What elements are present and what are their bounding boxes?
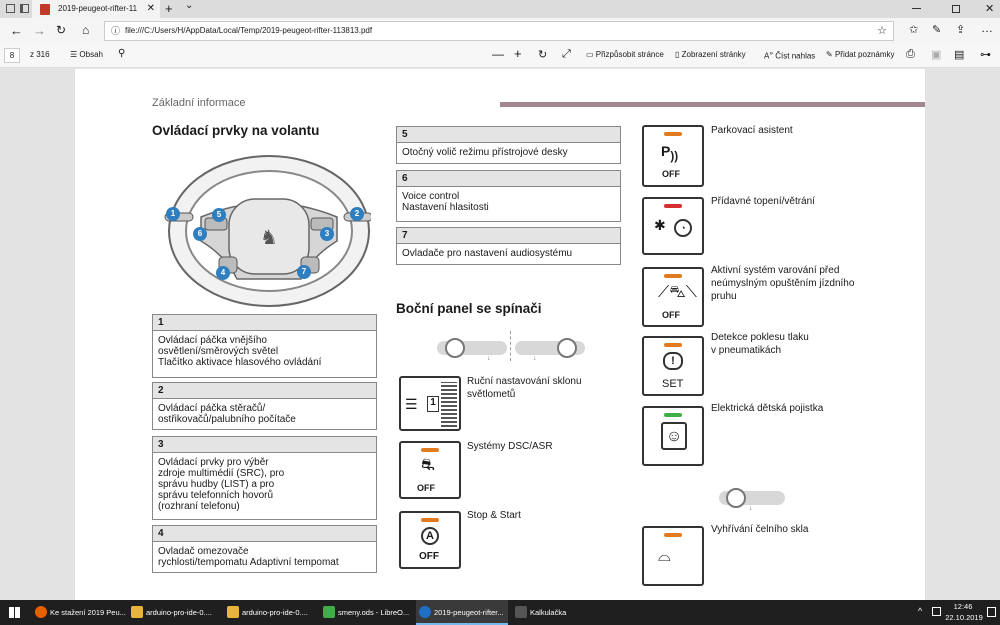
close-window-icon[interactable]: ✕ [985,3,995,15]
taskbar-item-firefox[interactable] [32,600,124,625]
svg-text:♞: ♞ [260,225,278,249]
taskbar-item-folder-1[interactable] [128,600,220,625]
legend-number: 5 [397,127,620,143]
folder-icon [131,606,143,618]
callout-badge-1: 1 [166,207,180,221]
dsc-asr-switch[interactable] [399,441,461,499]
taskbar-item-label: 2019-peugeot-rifter... [434,608,504,617]
legend-number: 3 [153,437,376,453]
pdf-toolbar [0,44,1000,68]
tyre-pressure-label: Detekce poklesu tlaku v pneumatikách [711,332,809,356]
legend-number: 2 [153,383,376,399]
legend-line: Ovládací prvky pro výběr [158,457,269,468]
park-assist-switch[interactable] [642,125,704,187]
dsc-off-text: OFF [417,483,435,493]
favorite-star-icon[interactable]: ☆ [877,25,887,37]
page-view-button[interactable]: ▯ Zobrazení stránky [675,50,746,59]
info-icon: ⓘ [111,26,121,36]
read-aloud-label: Číst nahlas [775,51,816,61]
clock-icon: ◔ [674,219,692,237]
pin-icon[interactable]: ⊶ [980,49,991,61]
lane-departure-switch[interactable] [642,267,704,327]
headlamp-icon: ☰ [405,396,418,412]
status-led [664,274,682,278]
legend-line: Ovladače pro nastavení audiosystému [402,248,573,259]
tyre-pressure-switch[interactable] [642,336,704,396]
taskbar-item-label: smeny.ods - LibreO... [338,608,410,617]
park-assist-off-text: OFF [662,169,680,179]
legend-line: Ovladač omezovače [158,546,249,557]
callout-badge-5: 5 [212,208,226,222]
legend-line: osvětlení/směrových světel [158,346,279,357]
rotate-icon[interactable]: ↻ [538,49,548,61]
window-titlebar [0,0,1000,18]
taskbar-item-edge[interactable] [416,600,508,625]
legend-line: Ovládací páčka stěračů/ [158,403,266,414]
legend-line: Nastavení hlasitosti [402,202,489,213]
stop-start-label: Stop & Start [467,510,521,521]
knurled-wheel [441,382,457,427]
dashboard-position-left-icon [437,337,507,361]
legend-line: správu telefonních hovorů [158,490,274,501]
legend-box-1 [152,314,377,378]
folder-icon [227,606,239,618]
legend-line: zdroje multimédií (SRC), pro [158,468,285,479]
steering-heading: Ovládací prvky na volantu [152,123,320,138]
headlamp-leveling-label: Ruční nastavování sklonu světlometů [467,376,582,400]
status-led [664,132,682,136]
spreadsheet-icon [323,606,335,618]
svg-text:↓: ↓ [749,505,753,511]
firefox-icon [35,606,47,618]
child-lock-icon: ☺ [661,422,687,450]
fit-page-label: Přizpůsobit stránce [595,50,664,59]
pen-icon[interactable]: ✎ [932,24,942,36]
pdf-page [75,69,925,600]
section-title: Základní informace [152,97,246,109]
tray-chevron-icon[interactable]: ^ [918,606,923,616]
legend-line: správu hudby (LIST) a pro [158,479,275,490]
lane-off-text: OFF [662,310,680,320]
legend-line: Voice control [402,191,460,202]
taskbar [0,600,1000,625]
maximize-icon[interactable] [952,5,960,13]
clock-date[interactable]: 22.10.2019 [945,613,983,622]
print-icon[interactable]: ⎙ [906,48,915,60]
fit-page-button[interactable]: ▭ Přizpůsobit stránce [586,50,664,59]
tab-title: 2019-peugeot-rifter-11 [58,4,138,13]
windscreen-heat-icon: ⌓ [658,548,671,565]
add-notes-label: Přidat poznámky [834,50,895,59]
tyre-warning-icon: ! [663,352,683,370]
page-count: z 316 [30,50,50,59]
tab-back-icon[interactable] [20,4,29,13]
windscreen-heating-switch[interactable] [642,526,704,586]
stop-start-off-text: OFF [419,551,439,562]
stop-start-switch[interactable] [399,511,461,569]
park-assist-icon: $P_{))}$ [661,143,679,163]
auto-a-icon: A [421,527,439,545]
status-led [421,518,439,522]
lane-departure-label: Aktivní systém varování před neúmyslným opuštěním jízdního pruhu [711,265,855,302]
legend-box-6 [396,170,621,222]
legend-box-5 [396,126,621,164]
headlamp-leveling-switch[interactable] [399,376,461,431]
legend-line: rychlosti/tempomatu Adaptivní tempomat [158,557,339,568]
park-assist-label: Parkovací asistent [711,125,793,136]
tab-actions-icon[interactable] [6,4,15,13]
pdf-icon [40,4,50,15]
status-led [421,448,439,452]
contents-button[interactable]: ☰ Obsah [70,50,103,59]
url-input[interactable] [104,21,894,41]
callout-badge-4: 4 [216,266,230,280]
aux-heating-switch[interactable] [642,197,704,255]
legend-number: 4 [153,526,376,542]
taskbar-item-folder-2[interactable] [224,600,316,625]
taskbar-item-calculator[interactable] [512,600,604,625]
calculator-icon [515,606,527,618]
clock-time[interactable]: 12:46 [953,602,973,611]
callout-badge-7: 7 [297,265,311,279]
section-rule [500,102,925,107]
side-panel-heading: Boční panel se spínači [396,301,542,316]
zoom-out-icon[interactable]: — [492,47,504,61]
page-number-input[interactable]: 8 [4,48,20,63]
taskbar-item-label: arduino-pro-ide-0.... [242,608,308,617]
leveling-value: 1 [427,396,439,412]
status-led [664,533,682,537]
legend-number: 6 [397,171,620,187]
dashboard-position-center-icon [719,487,785,511]
legend-line: Tlačítko aktivace hlasového ovládání [158,357,322,368]
page-view-label: Zobrazení stránky [681,50,746,59]
status-led [664,204,682,208]
home-icon[interactable]: ⌂ [82,23,90,37]
callout-badge-2: 2 [350,207,364,221]
svg-text:↓: ↓ [533,355,537,361]
read-aloud-button[interactable]: A» Číst nahlas [764,50,816,61]
refresh-icon[interactable]: ↻ [56,23,67,37]
forward-icon[interactable]: → [33,23,46,38]
start-icon[interactable] [9,607,20,618]
tyre-set-text: SET [662,378,684,390]
taskbar-item-label: arduino-pro-ide-0.... [146,608,212,617]
edge-icon [419,606,431,618]
contents-label: Obsah [79,50,103,59]
tab-pdf[interactable] [32,0,160,18]
legend-box-3 [152,436,377,520]
lane-icon: ⟋⛍⟍ [658,284,697,301]
windscreen-heating-label: Vyhřívání čelního skla [711,524,809,535]
dsc-asr-label: Systémy DSC/ASR [467,441,553,452]
search-icon[interactable]: ⚲ [118,48,126,59]
more-icon[interactable]: … [981,21,993,35]
back-icon[interactable]: ← [10,23,23,38]
legend-box-2 [152,382,377,430]
save-as-icon[interactable]: ▤ [954,49,965,61]
skid-car-icon: ⛐ [421,457,435,474]
network-icon[interactable] [932,607,941,616]
legend-number: 7 [397,228,620,244]
callout-badge-6: 6 [193,227,207,241]
minimize-icon[interactable] [912,8,921,9]
share-icon[interactable]: ⇪ [956,24,966,36]
child-lock-switch[interactable] [642,406,704,466]
new-tab-button[interactable]: + [165,1,173,16]
callout-badge-3: 3 [320,227,334,241]
dashboard-position-right-icon [515,337,585,361]
legend-line: (rozhraní telefonu) [158,501,240,512]
add-notes-button[interactable]: ✎ Přidat poznámky [826,50,895,59]
tab-list-icon[interactable]: ⌄ [185,0,194,11]
fan-icon: ✱ [654,217,666,233]
taskbar-item-libreoffice[interactable] [320,600,412,625]
fullscreen-icon[interactable]: ⤢ [562,48,571,60]
status-led [664,343,682,347]
notification-icon[interactable] [987,607,996,617]
divider [510,331,511,361]
address-bar [0,18,1000,44]
favorites-icon[interactable]: ✩ [909,24,919,36]
status-led [664,413,682,417]
save-icon[interactable]: ▣ [931,49,942,61]
legend-line: Otočný volič režimu přístrojové desky [402,147,568,158]
legend-box-7 [396,227,621,265]
legend-line: ostřikovačů/palubního počítače [158,414,296,425]
taskbar-item-label: Ke stažení 2019 Peu... [50,608,126,617]
steering-wheel-illustration [161,149,371,309]
aux-heating-label: Přídavné topení/větrání [711,196,815,207]
url-text: file:///C:/Users/H/AppData/Local/Temp/2019-peugeot-rifter-113813.pdf [125,26,373,35]
svg-text:↓: ↓ [487,355,491,361]
legend-line: Ovládací páčka vnějšího [158,335,267,346]
legend-box-4 [152,525,377,573]
taskbar-item-label: Kalkulačka [530,608,567,617]
legend-number: 1 [153,315,376,331]
close-tab-icon[interactable]: ✕ [146,3,155,14]
child-lock-label: Elektrická dětská pojistka [711,403,824,414]
zoom-in-icon[interactable]: + [514,46,522,61]
